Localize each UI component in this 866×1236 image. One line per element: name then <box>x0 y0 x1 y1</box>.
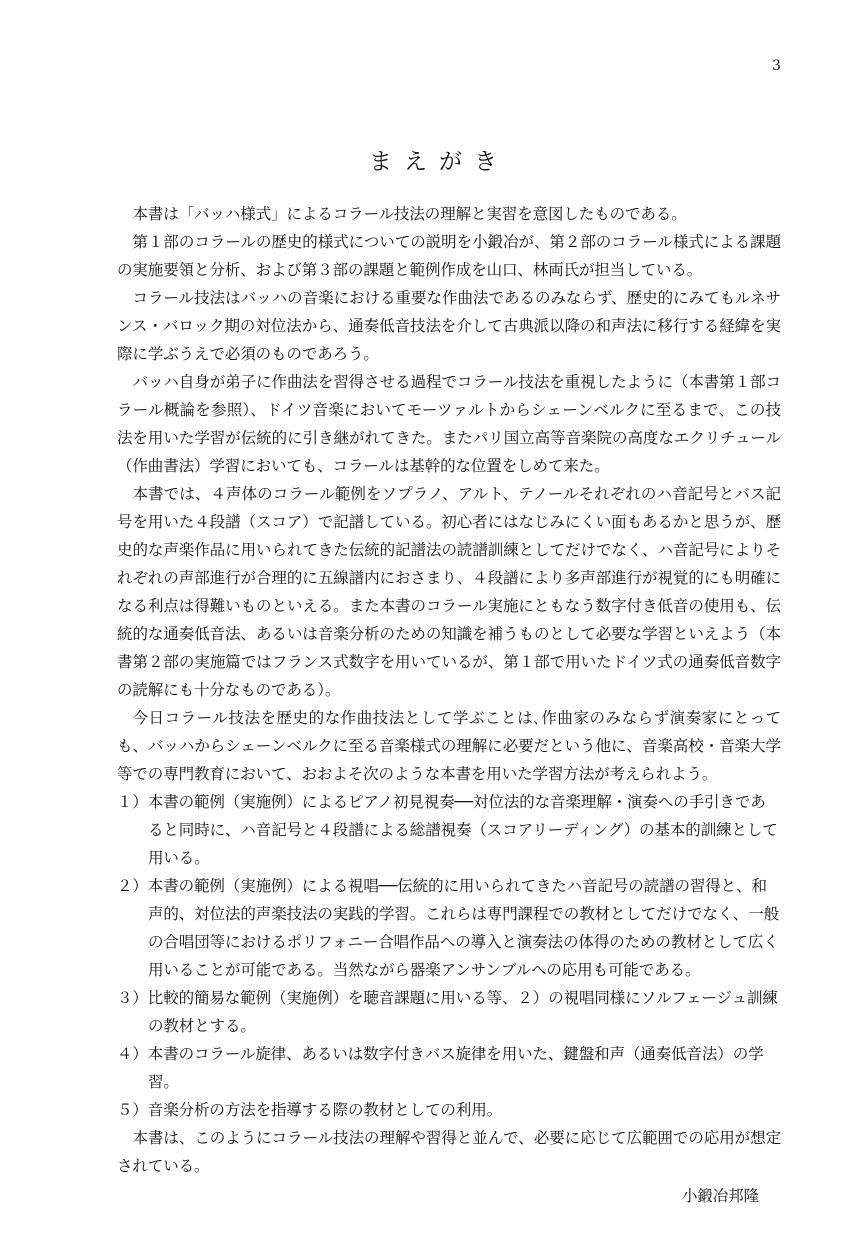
list-item: ５）音楽分析の方法を指導する際の教材としての利用。 <box>117 1101 503 1119</box>
paragraph: 本書は「バッハ様式」によるコラール技法の理解と実習を意図したものである。 <box>132 205 687 223</box>
paragraph: コラール技法はバッハの音楽における重要な作曲法であるのみならず、歴史的にみてもルネサンス・バロック期の対位法から、通奏低音技法を介して古典派以降の和声法に移行する経緯を実際に学ぶうえで必須のものであろう。 <box>117 289 781 363</box>
author-signature: 小鍛冶邦隆 <box>681 1187 759 1205</box>
study-methods-list <box>117 788 781 1124</box>
paragraph: バッハ自身が弟子に作曲法を習得させる過程でコラール技法を重視したように（本書第１部コラール概論を参照）、ドイツ音楽においてモーツァルトからシェーンベルクに至るまで、この技法を用いた学習が伝統的に引き継がれてきた。またパリ国立高等音楽院の高度なエクリチュール（作曲書法）学習においても、コラールは基幹的な位置をしめて来た。 <box>117 373 781 475</box>
page-title: まえがき <box>369 149 509 175</box>
list-item: ３）比較的簡易な範例（実施例）を聴音課題に用いる等、２）の視唱同様にソルフェージュ訓練の教材とする。 <box>117 989 778 1035</box>
closing-paragraph: 本書は、このようにコラール技法の理解や習得と並んで、必要に応じて広範囲での応用が想定されている。 <box>117 1129 781 1175</box>
list-item: １）本書の範例（実施例）によるピアノ初見視奏──対位法的な音楽理解・演奏への手引きであると同時に、ハ音記号と４段譜による総譜視奏（スコアリーディング）の基本的訓練として用いる。 <box>117 793 778 867</box>
paragraph: 第１部のコラールの歴史的様式についての説明を小鍛冶が、第２部のコラール様式による課題の実施要領と分析、および第３部の課題と範例作成を山口、林両氏が担当している。 <box>117 233 781 279</box>
list-item: ４）本書のコラール旋律、あるいは数字付きバス旋律を用いた、鍵盤和声（通奏低音法）の学習。 <box>117 1045 764 1091</box>
preface-body <box>117 200 781 1210</box>
list-item: ２）本書の範例（実施例）による視唱──伝統的に用いられてきたハ音記号の読譜の習得と、和声的、対位法的声楽技法の実践的学習。これらは専門課程での教材としてだけでなく、一般の合唱団等におけるポリフォニー合唱作品への導入と演奏法の体得のための教材として広く用いることが可能である。当然ながら器楽アンサンブルへの応用も可能である。 <box>117 877 780 979</box>
paragraph: 今日コラール技法を歴史的な作曲技法として学ぶことは､作曲家のみならず演奏家にとっても、バッハからシェーンベルクに至る音楽様式の理解に必要だという他に、音楽高校・音楽大学等での専門教育において、おおよそ次のような本書を用いた学習方法が考えられよう。 <box>117 709 781 783</box>
page-number: 3 <box>772 58 781 74</box>
paragraph: 本書では、４声体のコラール範例をソプラノ、アルト、テノールそれぞれのハ音記号とバス記号を用いた４段譜（スコア）で記譜している。初心者にはなじみにくい面もあるかと思うが、歴史的な声楽作品に用いられてきた伝統的記譜法の読譜訓練としてだけでなく、ハ音記号によりそれぞれの声部進行が合理的に五線譜内におさまり、４段譜により多声部進行が視覚的にも明確になる利点は得難いものといえる。また本書のコラール実施にともなう数字付き低音の使用も、伝統的な通奏低音法、あるいは音楽分析のための知識を補うものとして必要な学習といえよう（本書第２部の実施篇ではフランス式数字を用いているが、第１部で用いたドイツ式の通奏低音数字の読解にも十分なものである）。 <box>117 485 781 699</box>
